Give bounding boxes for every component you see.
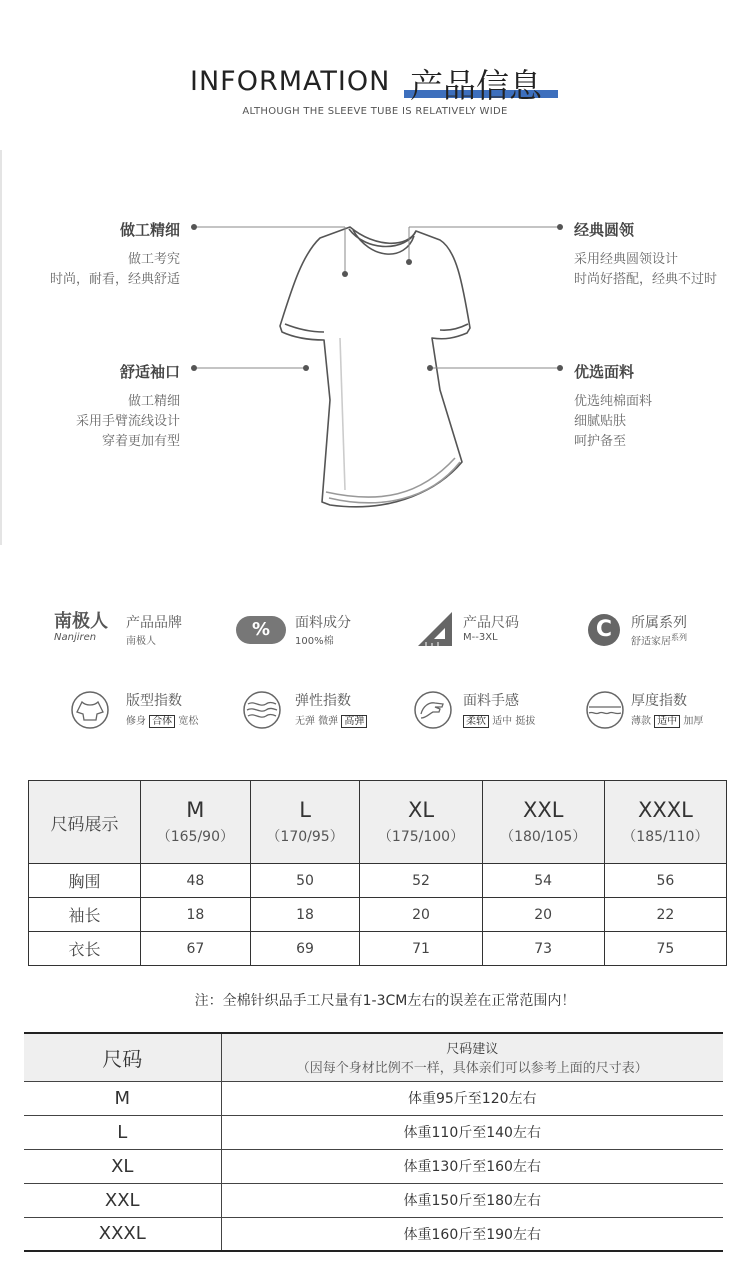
header-title-en: INFORMATION <box>190 66 391 97</box>
series-value: 舒适家居$^{系列}$ <box>631 633 687 648</box>
callout-cuff-line: 穿着更加有型 <box>101 434 180 449</box>
callout-collar-line: 采用经典圆领设计 <box>574 252 679 267</box>
table-row <box>24 1115 723 1149</box>
header-title-cn: 产品信息 <box>410 66 542 105</box>
callout-workmanship-title: 做工精细 <box>119 221 180 239</box>
table-row <box>29 864 727 898</box>
size-chart-table <box>28 780 727 966</box>
table-cell: 73 <box>482 932 604 966</box>
table-cell: 54 <box>482 864 604 898</box>
size-chart-corner: 尺码展示 <box>29 781 141 864</box>
table-cell: 18 <box>141 898 251 932</box>
brand-logo <box>54 612 108 643</box>
size-chart-col-xl: XL （175/100） <box>360 781 482 864</box>
suggestion-advice: 体重150斤至180左右 <box>221 1183 723 1217</box>
percent-icon: % <box>236 616 286 644</box>
callout-fabric-title: 优选面料 <box>574 363 635 381</box>
row-label: 袖长 <box>29 898 141 932</box>
set-square-icon <box>414 608 454 648</box>
brand-value: 南极人 <box>126 636 156 647</box>
table-cell: 67 <box>141 932 251 966</box>
callout-workmanship-line: 时尚，耐看，经典舒适 <box>49 272 180 287</box>
row-label: 衣长 <box>29 932 141 966</box>
callout-workmanship <box>10 219 180 290</box>
suggestion-col-size: 尺码 <box>24 1033 221 1081</box>
thickness-icon <box>585 690 625 730</box>
table-cell: 75 <box>604 932 726 966</box>
table-cell: 56 <box>604 864 726 898</box>
header-subtitle: ALTHOUGH THE SLEEVE TUBE IS RELATIVELY WIDE <box>242 106 508 117</box>
table-cell: 18 <box>250 898 360 932</box>
callout-fabric-line: 呵护备至 <box>574 434 627 449</box>
table-row <box>24 1183 723 1217</box>
elasticity-options: 无弹 微弹 高弹 <box>295 712 367 727</box>
elasticity-icon <box>242 690 282 730</box>
table-cell: 20 <box>360 898 482 932</box>
suggestion-size: L <box>24 1115 221 1149</box>
suggestion-size: XXXL <box>24 1217 221 1251</box>
callout-collar <box>574 219 744 290</box>
table-row <box>29 932 727 966</box>
suggestion-size: XXL <box>24 1183 221 1217</box>
table-cell: 20 <box>482 898 604 932</box>
table-cell: 69 <box>250 932 360 966</box>
size-chart-col-xxl: XXL （180/105） <box>482 781 604 864</box>
suggestion-header-row <box>24 1033 723 1081</box>
table-row <box>24 1217 723 1251</box>
thickness-options: 薄款 适中 加厚 <box>631 716 704 727</box>
fit-options: 修身 合体 宽松 <box>126 716 199 727</box>
thickness-label: 厚度指数 <box>631 693 687 709</box>
hand-feel-icon <box>413 690 453 730</box>
table-cell: 52 <box>360 864 482 898</box>
suggestion-advice: 体重110斤至140左右 <box>221 1115 723 1149</box>
size-range-value: M--3XL <box>463 632 498 643</box>
size-chart-header-row <box>29 781 727 864</box>
table-cell: 22 <box>604 898 726 932</box>
table-cell: 71 <box>360 932 482 966</box>
suggestion-size: XL <box>24 1149 221 1183</box>
composition-value: 100%棉 <box>295 636 334 647</box>
suggestion-advice: 体重95斤至120左右 <box>221 1081 723 1115</box>
size-chart-col-xxxl: XXXL （185/110） <box>604 781 726 864</box>
suggestion-advice: 体重130斤至160左右 <box>221 1149 723 1183</box>
brand-label: 产品品牌 <box>126 615 182 631</box>
measurement-note: 注：全棉针织品手工尺量有1-3CM左右的误差在正常范围内！ <box>194 993 576 1009</box>
callout-workmanship-line: 做工考究 <box>127 252 180 267</box>
suggestion-advice: 体重160斤至190左右 <box>403 1226 541 1243</box>
copyright-icon: C <box>588 614 620 646</box>
callout-fabric-line: 优选纯棉面料 <box>574 394 653 409</box>
suggestion-col-advice: 尺码建议 （因每个身材比例不一样，具体亲们可以参考上面的尺寸表） <box>221 1033 723 1081</box>
callout-cuff-title: 舒适袖口 <box>119 363 180 381</box>
table-row <box>24 1081 723 1115</box>
feel-label: 面料手感 <box>463 693 519 709</box>
callout-cuff <box>10 361 180 452</box>
elasticity-label: 弹性指数 <box>295 693 351 709</box>
fit-label: 版型指数 <box>126 693 182 709</box>
table-row <box>24 1149 723 1183</box>
table-row <box>29 898 727 932</box>
suggestion-size: M <box>24 1081 221 1115</box>
size-chart-col-m: M （165/90） <box>141 781 251 864</box>
fit-icon <box>70 690 110 730</box>
table-cell: 48 <box>141 864 251 898</box>
callout-fabric-line: 细腻贴肤 <box>574 414 627 429</box>
size-suggestion-table <box>24 1032 723 1252</box>
size-chart-col-l: L （170/95） <box>250 781 360 864</box>
callout-cuff-line: 采用手臂流线设计 <box>75 414 180 429</box>
brand-logo-cn: 南极人 <box>54 611 108 632</box>
callout-collar-title: 经典圆领 <box>574 221 635 239</box>
brand-logo-en: Nanjiren <box>54 632 97 643</box>
size-range-label: 产品尺码 <box>463 615 519 631</box>
callout-fabric <box>574 361 744 452</box>
table-cell: 50 <box>250 864 360 898</box>
composition-label: 面料成分 <box>295 615 351 631</box>
row-label: 胸围 <box>29 864 141 898</box>
series-label: 所属系列 <box>631 615 687 631</box>
callout-cuff-line: 做工精细 <box>127 394 180 409</box>
feel-options: 柔软 适中 挺拔 <box>463 712 535 727</box>
callout-collar-line: 时尚好搭配，经典不过时 <box>574 272 718 287</box>
